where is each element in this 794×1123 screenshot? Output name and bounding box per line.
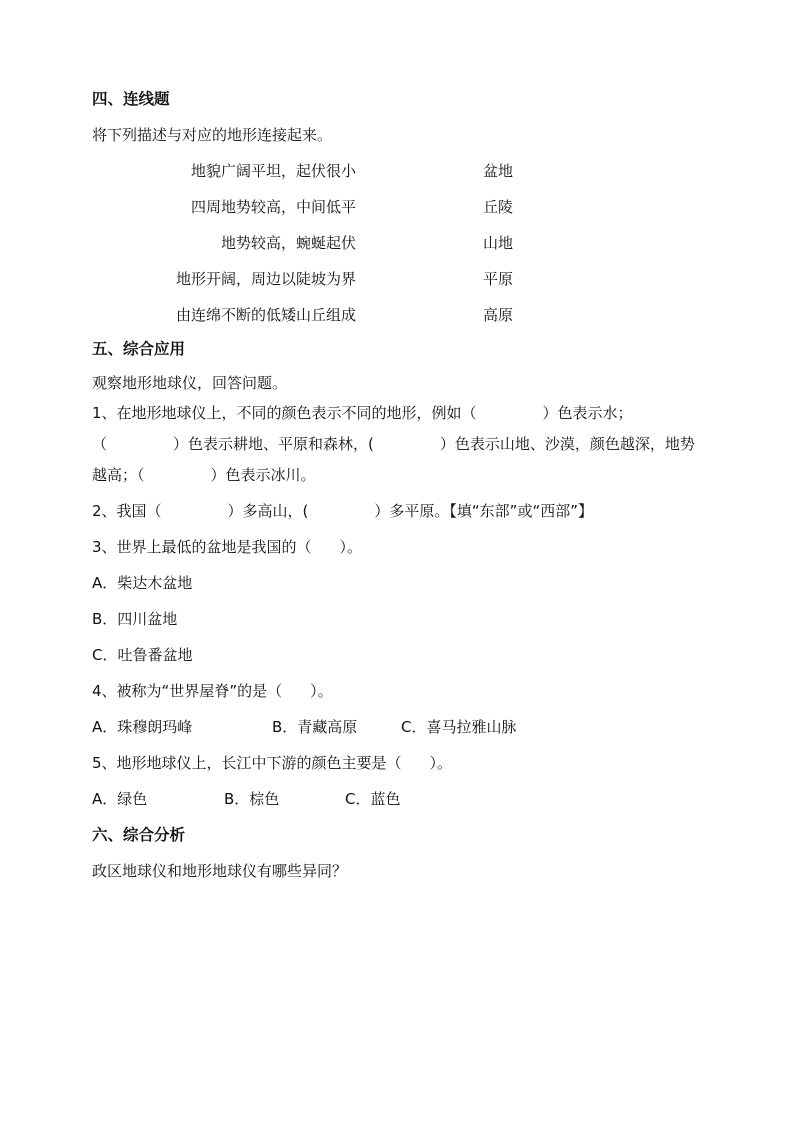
q5-stem-a: 5、地形地球仪上，长江中下游的颜色主要是（ (92, 754, 402, 772)
q2-text-b: ）多高山，( (227, 502, 309, 520)
match-left-item-2: 四周地势较高，中间低平 (190, 198, 356, 216)
match-left-item-3: 地势较高，蜿蜒起伏 (220, 234, 356, 252)
q5-options (92, 789, 400, 809)
q2-text-a: 2、我国（ (92, 502, 162, 520)
section5-intro: 观察地形地球仪，回答问题。 (92, 374, 288, 392)
q4-stem (92, 681, 333, 701)
q1-text-d: ）色表示耕地、平原和森林，( (173, 435, 374, 453)
match-right-item-2: 丘陵 (483, 198, 514, 216)
q4-option-c: C．喜马拉雅山脉 (401, 718, 517, 736)
q1-line-1 (92, 403, 633, 423)
match-right-item-1: 盆地 (483, 162, 514, 180)
section6-title: 六、综合分析 (92, 826, 186, 844)
q5-option-c: C．蓝色 (345, 790, 401, 808)
q1-text-a: 1、在地形地球仪上，不同的颜色表示不同的地形，例如（ (92, 404, 477, 422)
section4-title: 四、连线题 (92, 90, 170, 108)
q5-stem (92, 753, 452, 773)
match-left-item-5: 由连绵不断的低矮山丘组成 (175, 306, 356, 324)
match-left-item-1: 地貌广阔平坦，起伏很小 (190, 162, 356, 180)
q5-stem-b: ）。 (429, 754, 453, 772)
q1-text-c: （ (92, 435, 108, 453)
q1-text-g: ）色表示冰川。 (210, 466, 316, 484)
q3-stem-a: 3、世界上最低的盆地是我国的（ (92, 538, 312, 556)
q4-stem-a: 4、被称为“世界屋脊”的是（ (92, 682, 283, 700)
q4-stem-b: ）。 (310, 682, 333, 700)
q3-stem-b: ）。 (339, 538, 363, 556)
q3-option-a: A．柴达木盆地 (92, 574, 193, 592)
match-left-item-4: 地形开阔，周边以陡坡为界 (175, 270, 356, 288)
q5-option-a: A．绿色 (92, 790, 148, 808)
q3-stem (92, 537, 362, 557)
section4-instruction: 将下列描述与对应的地形连接起来。 (92, 126, 333, 144)
q4-option-a: A．珠穆朗玛峰 (92, 718, 193, 736)
q4-option-b: B．青藏高原 (272, 718, 358, 736)
q4-options (92, 717, 516, 737)
q5-option-b: B．棕色 (224, 790, 280, 808)
section5-title: 五、综合应用 (92, 340, 186, 358)
q3-option-b: B．四川盆地 (92, 610, 178, 628)
q1-text-b: ）色表示水； (542, 404, 633, 422)
q1-line-2 (92, 434, 695, 454)
q1-text-e: ）色表示山地、沙漠，颜色越深，地势 (439, 435, 695, 453)
q1-line-3 (92, 465, 316, 485)
q3-option-c: C．吐鲁番盆地 (92, 646, 193, 664)
match-right-item-3: 山地 (483, 234, 514, 252)
q2-text-c: ）多平原。【填“东部”或“西部”】 (374, 502, 593, 520)
match-right-item-4: 平原 (483, 270, 514, 288)
section6-question: 政区地球仪和地形地球仪有哪些异同？ (92, 862, 348, 880)
q2-line (92, 501, 593, 521)
match-right-item-5: 高原 (483, 306, 514, 324)
q1-text-f: 越高；（ (92, 466, 145, 484)
